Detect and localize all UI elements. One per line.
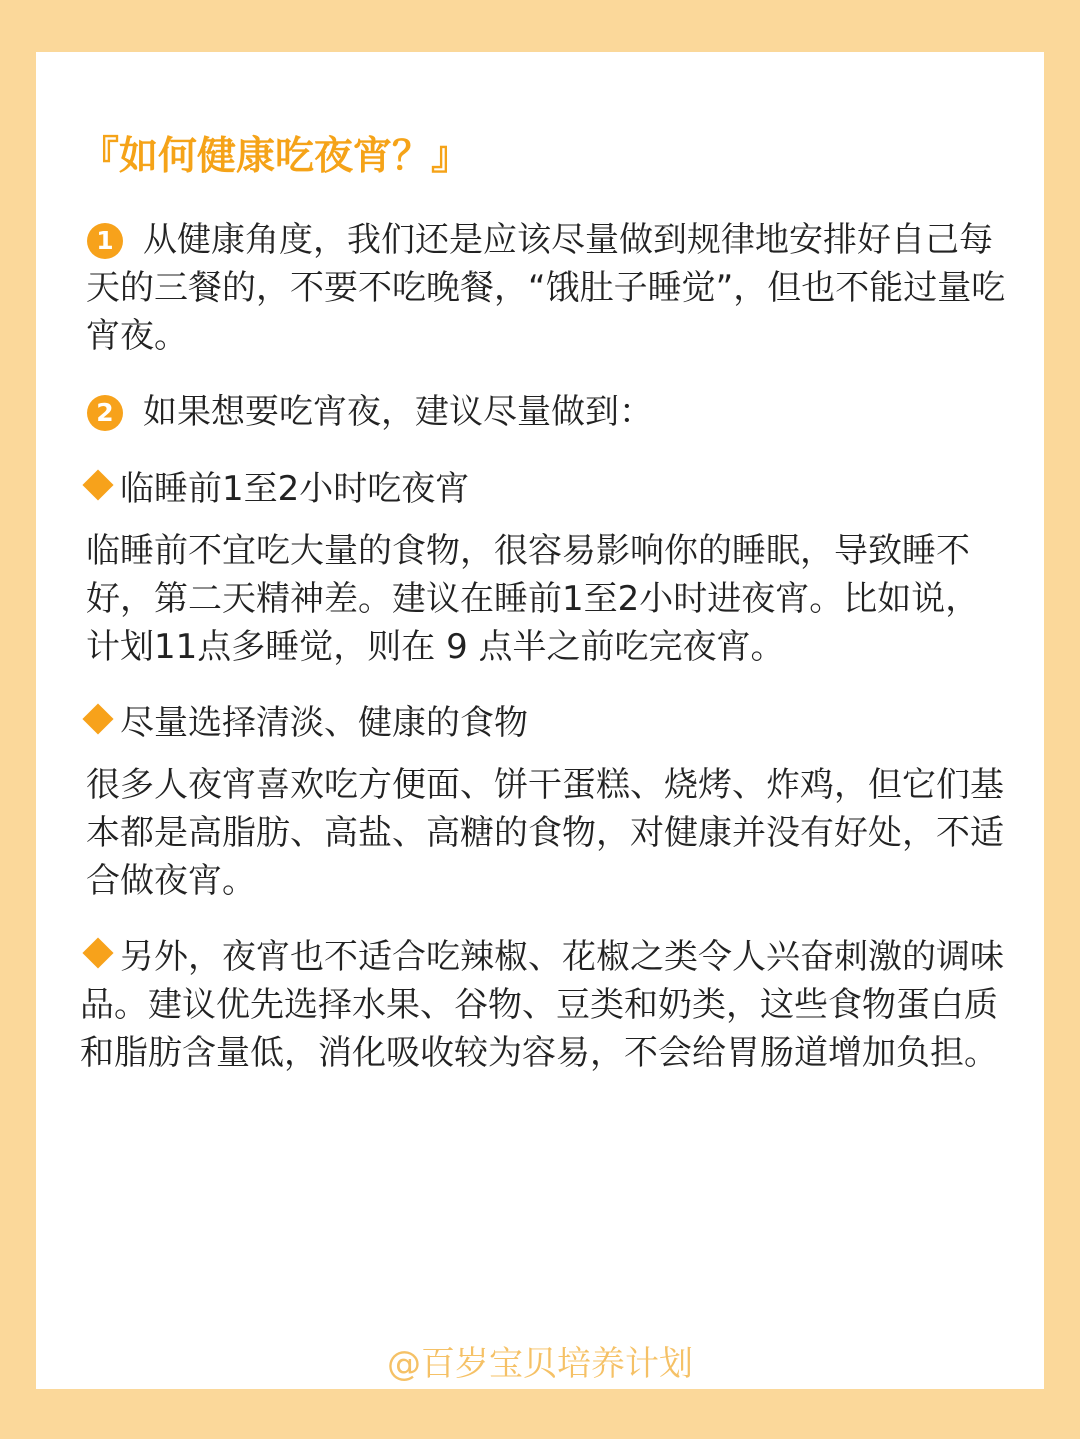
section-1-body: 临睡前不宜吃大量的食物，很容易影响你的睡眠，导致睡不好，第二天精神差。建议在睡前1至2小时进夜宵。比如说，计划11点多睡觉，则在 9 点半之前吃完夜宵。: [86, 531, 980, 667]
footer-watermark: @百岁宝贝培养计划: [387, 1344, 693, 1384]
point-2: [86, 388, 1006, 436]
number-1-badge: 1: [87, 223, 123, 259]
section-1-heading-text: 临睡前1至2小时吃夜宵: [120, 469, 470, 509]
section-3: [80, 933, 1006, 1077]
diamond-bullet-icon: [82, 703, 113, 734]
diamond-bullet-icon: [82, 469, 113, 500]
section-2-body: 很多人夜宵喜欢吃方便面、饼干蛋糕、烧烤、炸鸡，但它们基本都是高脂肪、高盐、高糖的食物，对健康并没有好处，不适合做夜宵。: [86, 765, 1004, 901]
point-2-text: 如果想要吃宵夜，建议尽量做到：: [143, 392, 653, 432]
section-2-heading: [80, 699, 528, 747]
page-title: 『如何健康吃夜宵？』: [80, 134, 471, 179]
diamond-bullet-icon: [82, 937, 113, 968]
point-1-text: 从健康角度，我们还是应该尽量做到规律地安排好自己每天的三餐的，不要不吃晚餐，“饿肚子睡觉”，但也不能过量吃宵夜。: [86, 220, 1006, 356]
section-3-body: 另外，夜宵也不适合吃辣椒、花椒之类令人兴奋刺激的调味品。建议优先选择水果、谷物、豆类和奶类，这些食物蛋白质和脂肪含量低，消化吸收较为容易，不会给胃肠道增加负担。: [80, 937, 1004, 1073]
section-1-heading: [80, 465, 469, 513]
section-2-heading-text: 尽量选择清淡、健康的食物: [120, 703, 528, 743]
point-1: [86, 216, 1006, 360]
number-2-badge: 2: [87, 395, 123, 431]
